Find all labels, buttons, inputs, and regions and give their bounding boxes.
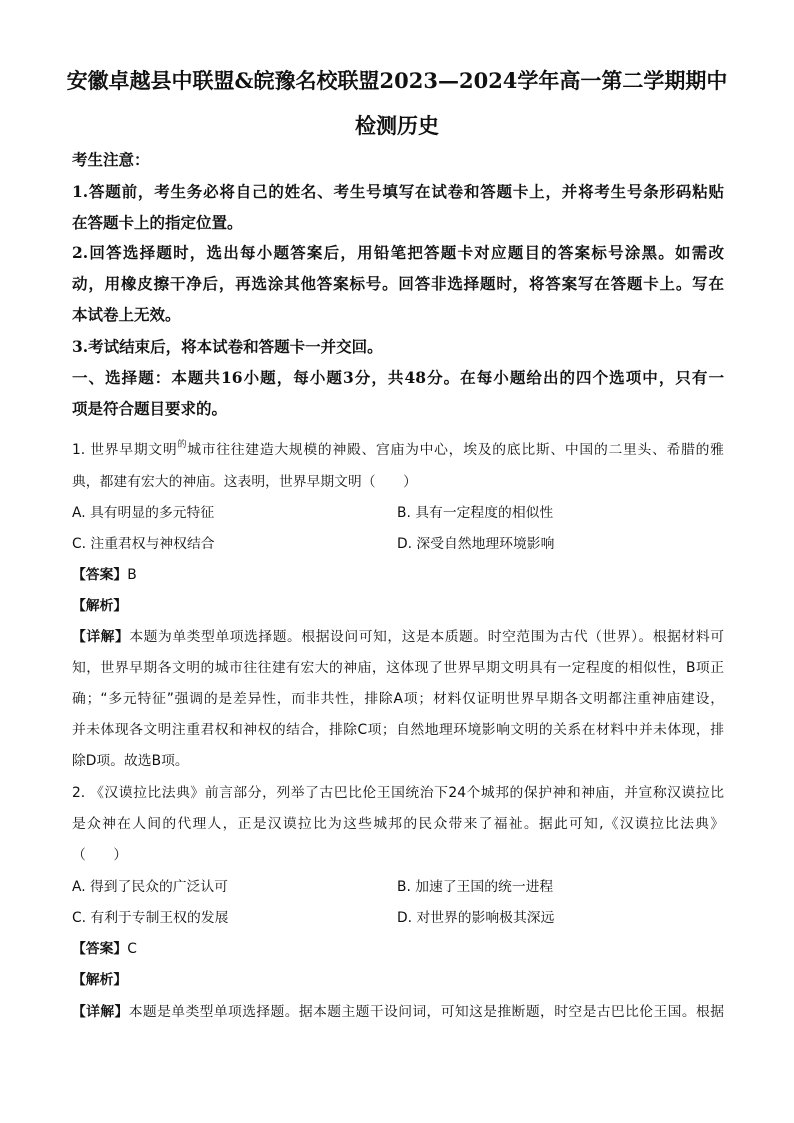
q1-stem-number: 1. 世界早期文明 bbox=[72, 442, 178, 458]
q2-option-a: A. 得到了民众的广泛认可 bbox=[72, 879, 228, 895]
notice-item-1a: 1.答题前，考生务必将自己的姓名、考生号填写在试卷和答题卡上，并将考生号条形码粘贴 bbox=[72, 182, 724, 201]
q1-option-b: B. 具有一定程度的相似性 bbox=[397, 505, 554, 521]
q2-option-b: B. 加速了王国的统一进程 bbox=[397, 879, 554, 895]
q2-option-d: D. 对世界的影响极其深远 bbox=[397, 910, 555, 926]
q2-answer bbox=[72, 939, 724, 959]
notice-item-3: 3.考试结束后，将本试卷和答题卡一并交回。 bbox=[72, 337, 383, 356]
q1-option-d: D. 深受自然地理环境影响 bbox=[397, 536, 555, 552]
q1-stem-mark: 的 bbox=[177, 440, 188, 450]
q2-option-c: C. 有利于专制王权的发展 bbox=[72, 910, 229, 926]
q1-detail-d: 并未体现各文明注重君权和神权的结合，排除C项；自然地理环境影响文明的关系在材料中并未体现，排 bbox=[72, 722, 724, 738]
q1-detail-label: 【详解】 bbox=[72, 629, 130, 645]
q1-detail-c: 确；“多元特征”强调的是差异性，而非共性，排除A项；材料仅证明世界早期各文明都注重神庙建设， bbox=[72, 691, 724, 707]
notice-item-2b: 动，用橡皮擦干净后，再选涂其他答案标号。回答非选择题时，将答案写在答题卡上。写在 bbox=[72, 274, 724, 293]
q2-analysis-label: 【解析】 bbox=[72, 972, 128, 988]
exam-title-line-1: 安徽卓越县中联盟&皖豫名校联盟2023—2024学年高一第二学期期中 bbox=[66, 68, 728, 93]
q1-detail-a-text: 本题为单类型单项选择题。根据设问可知，这是本质题。时空范围为古代（世界）。根据材料可 bbox=[129, 629, 724, 645]
q1-answer-value: B bbox=[127, 567, 137, 583]
notice-item-2c: 本试卷上无效。 bbox=[72, 305, 181, 324]
notice-item-1b: 在答题卡上的指定位置。 bbox=[72, 213, 243, 232]
exam-title-line-2: 检测历史 bbox=[355, 113, 439, 138]
q2-stem-a: 2. 《汉谟拉比法典》前言部分，列举了古巴比伦王国统治下24个城邦的保护神和神庙，并宣称汉谟拉比 bbox=[72, 785, 724, 801]
q1-answer-label: 【答案】 bbox=[72, 567, 128, 583]
q2-stem-c: （ ） bbox=[72, 847, 128, 863]
q2-stem-b: 是众神在人间的代理人，正是汉谟拉比为这些城邦的民众带来了福祉。据此可知,《汉谟拉比法典》 bbox=[72, 816, 724, 832]
q1-analysis-label: 【解析】 bbox=[72, 598, 128, 614]
q2-answer-label: 【答案】 bbox=[72, 941, 128, 957]
q1-detail-b: 知，世界早期各文明的城市往往建有宏大的神庙，这体现了世界早期文明具有一定程度的相似性，B项正 bbox=[72, 660, 724, 676]
q1-answer bbox=[72, 565, 724, 585]
q1-stem-text: 城市往往建造大规模的神殿、宫庙为中心，埃及的底比斯、中国的二里头、希腊的雅 bbox=[187, 442, 724, 458]
q1-option-c: C. 注重君权与神权结合 bbox=[72, 536, 215, 552]
q1-stem-a bbox=[72, 440, 724, 462]
section-1-heading-b: 项是符合题目要求的。 bbox=[72, 399, 228, 418]
notice-heading: 考生注意： bbox=[72, 150, 150, 169]
q2-answer-value: C bbox=[127, 941, 137, 957]
section-1-heading-a: 一、选择题：本题共16小题，每小题3分，共48分。在每小题给出的四个选项中，只有一 bbox=[72, 368, 724, 387]
q2-detail-a bbox=[72, 1002, 724, 1022]
q2-detail-label: 【详解】 bbox=[72, 1004, 129, 1020]
q2-detail-a-text: 本题是单类型单项选择题。据本题主题干设问词，可知这是推断题，时空是古巴比伦王国。根据 bbox=[128, 1004, 725, 1020]
notice-item-2a: 2.回答选择题时，选出每小题答案后，用铅笔把答题卡对应题目的答案标号涂黑。如需改 bbox=[72, 243, 724, 262]
q1-stem-b: 典，都建有宏大的神庙。这表明，世界早期文明（ ） bbox=[72, 474, 417, 490]
q1-analysis bbox=[72, 596, 724, 616]
q1-option-a: A. 具有明显的多元特征 bbox=[72, 505, 215, 521]
q1-detail-e: 除D项。故选B项。 bbox=[72, 753, 189, 769]
q2-analysis bbox=[72, 970, 724, 990]
q1-detail-a bbox=[72, 627, 724, 647]
